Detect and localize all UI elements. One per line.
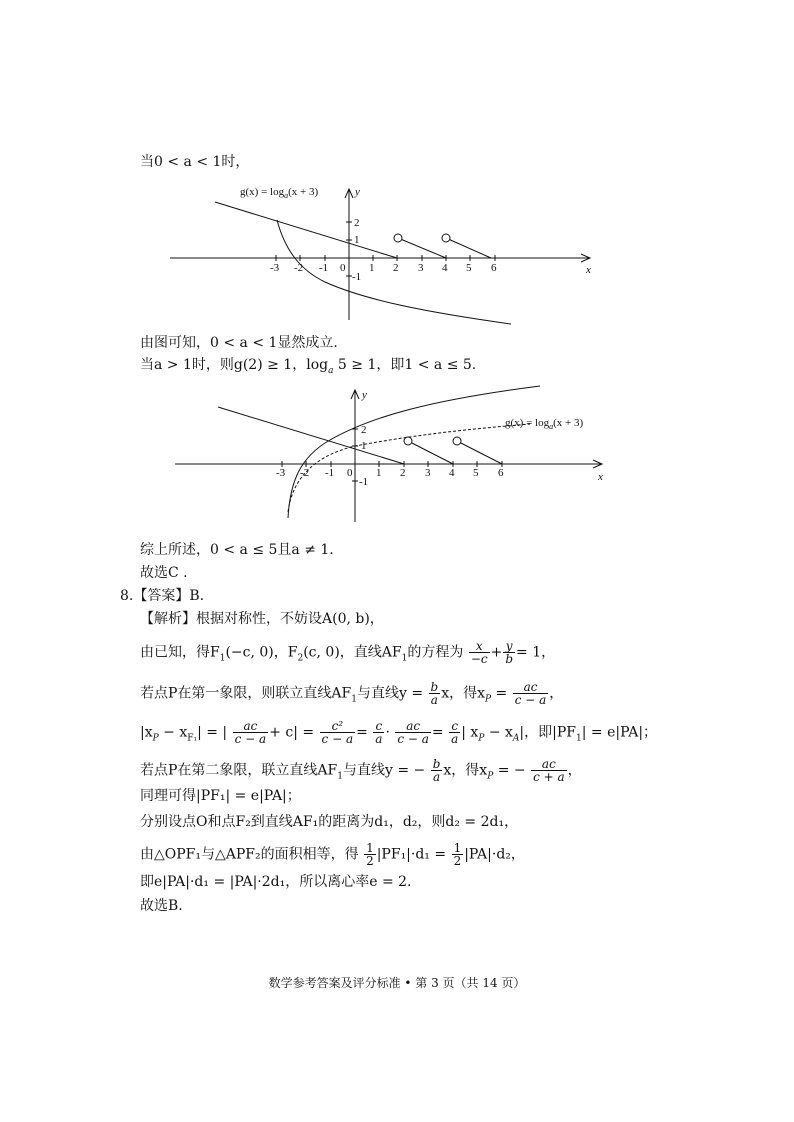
svg-text:x: x <box>598 471 603 483</box>
page-footer: 数学参考答案及评分标准 • 第 3 页（共 14 页） <box>268 976 526 990</box>
svg-text:6: 6 <box>498 467 504 479</box>
area-equal: 由△OPF₁与△APF₂的面积相等，得 $\frac{1}{2}$ |PF₁|·d₁ = $\frac{1}{2}$ |PA|·d₂， <box>140 841 525 868</box>
analysis-intro: 【解析】根据对称性，不妨设A(0, b)， <box>140 611 384 627</box>
svg-text:1: 1 <box>354 234 360 246</box>
conclusion-case-1: 由图可知，0 < a < 1显然成立. <box>140 335 338 351</box>
svg-text:6: 6 <box>491 262 497 274</box>
distances: 分别设点O和点F₂到直线AF₁的距离为d₁，d₂，则d₂ = 2d₁， <box>140 814 519 830</box>
svg-text:y: y <box>362 389 367 401</box>
summary: 综上所述，0 < a ≤ 5且a ≠ 1. <box>140 542 334 558</box>
eccentricity: 即e|PA|·d₁ = |PA|·2d₁，所以离心率e = 2. <box>140 874 412 890</box>
choice-c: 故选C . <box>140 565 188 581</box>
svg-text:4: 4 <box>449 467 455 479</box>
svg-text:-1: -1 <box>352 271 362 283</box>
graph1-func-label: $g(x) = \log_a(x + 3)$ <box>240 186 319 200</box>
svg-text:2: 2 <box>400 467 406 479</box>
svg-text:-1: -1 <box>359 476 369 488</box>
svg-text:1: 1 <box>376 467 382 479</box>
graph-case-2 <box>170 382 615 527</box>
svg-text:y: y <box>355 186 360 198</box>
graph-case-1 <box>165 180 605 330</box>
answer-8: 8.【答案】B. <box>120 588 205 604</box>
svg-text:-2: -2 <box>300 467 310 479</box>
svg-text:-3: -3 <box>270 262 280 274</box>
svg-text:1: 1 <box>361 440 367 452</box>
choice-b: 故选B. <box>140 898 183 914</box>
graph2-func-label: $g(x) = \log_a(x + 3)$ <box>505 417 584 431</box>
svg-text:4: 4 <box>442 262 448 274</box>
first-quadrant: 若点P在第一象限，则联立直线$AF_1$与直线y = $\frac{b}{a}$ x，得$x_P$ = $\frac{ac}{c - a}$ ， <box>140 680 564 707</box>
svg-text:-1: -1 <box>319 262 329 274</box>
svg-text:2: 2 <box>354 217 360 229</box>
case-a-greater-1: 当a > 1时，则g(2) ≥ 1，$\log_a 5 \ge 1$，即1 < a ≤ 5. <box>140 357 477 376</box>
svg-text:1: 1 <box>369 262 375 274</box>
svg-text:-1: -1 <box>325 467 335 479</box>
svg-text:-2: -2 <box>294 262 304 274</box>
svg-text:3: 3 <box>418 262 424 274</box>
svg-text:3: 3 <box>425 467 431 479</box>
svg-text:0: 0 <box>347 467 353 479</box>
second-quadrant: 若点P在第二象限，联立直线$AF_1$与直线y = − $\frac{b}{a}$ x，得$x_P$ = − $\frac{ac}{c + a}$ ， <box>140 757 582 784</box>
svg-text:-3: -3 <box>276 467 286 479</box>
case-a-less-1: 当0 < a < 1时， <box>140 154 250 170</box>
svg-text:x: x <box>586 264 591 276</box>
svg-text:5: 5 <box>466 262 472 274</box>
svg-text:0: 0 <box>340 262 346 274</box>
svg-text:5: 5 <box>473 467 479 479</box>
line-af1-equation: 由已知，得$F_1(-c$, 0)，$F_2(c$, 0)，直线$AF_1$的方程为 $\frac{x}{-c}$ + $\frac{y}{b}$ = 1， <box>140 639 556 666</box>
distance-ratio: $|x_P - x_{F_1}|$ = | $\frac{ac}{c - a}$ + c| = $\frac{\text{c²}}{c - a}$ = $\frac{c}{a}$ · $\frac{ac}{c - a}$ = $\frac{c}{a}$ | $x_P - x_A|$，即$|PF_1| = e|PA|$； <box>140 719 658 746</box>
similarly: 同理可得|PF₁| = e|PA|； <box>140 788 301 804</box>
svg-text:2: 2 <box>393 262 399 274</box>
svg-text:2: 2 <box>361 424 367 436</box>
